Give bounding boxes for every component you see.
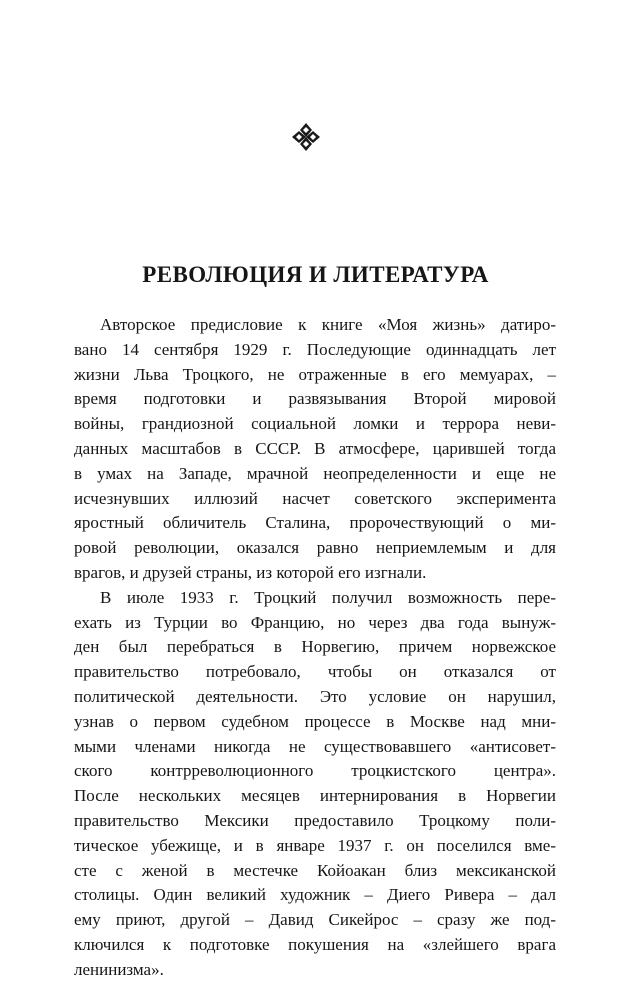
text-line: Авторское предисловие к книге «Моя жизнь» датиро- xyxy=(100,315,556,334)
paragraph-1 xyxy=(74,313,556,586)
text-line: исчезнувших иллюзий насчет советского эксперимента xyxy=(74,488,556,508)
text-line: правительство потребовало, чтобы он отказался от xyxy=(74,662,556,682)
text-line: После нескольких месяцев интернирования в Норвегии xyxy=(74,786,556,806)
text-line: данных масштабов в СССР. В атмосфере, царившей тогда xyxy=(74,438,556,458)
body-text xyxy=(74,313,556,983)
text-line: ден был перебраться в Норвегию, причем норвежское xyxy=(74,637,556,657)
text-line: жизни Льва Троцкого, не отраженные в его мемуарах, – xyxy=(74,364,556,384)
text-line: ровой революции, оказался равно неприемлемым и для xyxy=(74,538,556,558)
text-line: ленинизма». xyxy=(74,959,164,979)
text-line: ского контрреволюционного троцкистского центра». xyxy=(74,761,556,781)
text-line: правительство Мексики предоставило Троцкому поли- xyxy=(74,810,556,830)
text-line: мыми членами никогда не существовавшего «антисовет- xyxy=(74,736,556,756)
fleuron-ornament-icon xyxy=(291,122,321,152)
paragraph-2 xyxy=(74,586,556,983)
text-line: тическое убежище, и в январе 1937 г. он поселился вме- xyxy=(74,835,556,855)
text-line: ехать из Турции во Францию, но через два года вынуж- xyxy=(74,612,556,632)
text-line: яростный обличитель Сталина, пророчествующий о ми- xyxy=(74,513,556,533)
text-line: ему приют, другой – Давид Сикейрос – сразу же под- xyxy=(74,910,556,930)
text-line: узнав о первом судебном процессе в Москве над мни- xyxy=(74,711,556,731)
chapter-title: РЕВОЛЮЦИЯ И ЛИТЕРАТУРА xyxy=(142,262,489,287)
text-line: столицы. Один великий художник – Диего Ривера – дал xyxy=(74,885,556,905)
text-line: политической деятельности. Это условие он нарушил, xyxy=(74,686,556,706)
text-line: в умах на Западе, мрачной неопределенности и еще не xyxy=(74,463,556,483)
text-line: В июле 1933 г. Троцкий получил возможность пере- xyxy=(100,587,556,607)
text-line: время подготовки и развязывания Второй мировой xyxy=(74,389,556,409)
text-line: вано 14 сентября 1929 г. Последующие одиннадцать лет xyxy=(74,339,556,359)
text-line: войны, грандиозной социальной ломки и террора неви- xyxy=(74,414,556,434)
text-line: врагов, и друзей страны, из которой его изгнали. xyxy=(74,562,427,582)
text-line: сте с женой в местечке Койоакан близ мексиканской xyxy=(74,860,556,880)
text-line: ключился к подготовке покушения на «злейшего врага xyxy=(74,934,556,954)
